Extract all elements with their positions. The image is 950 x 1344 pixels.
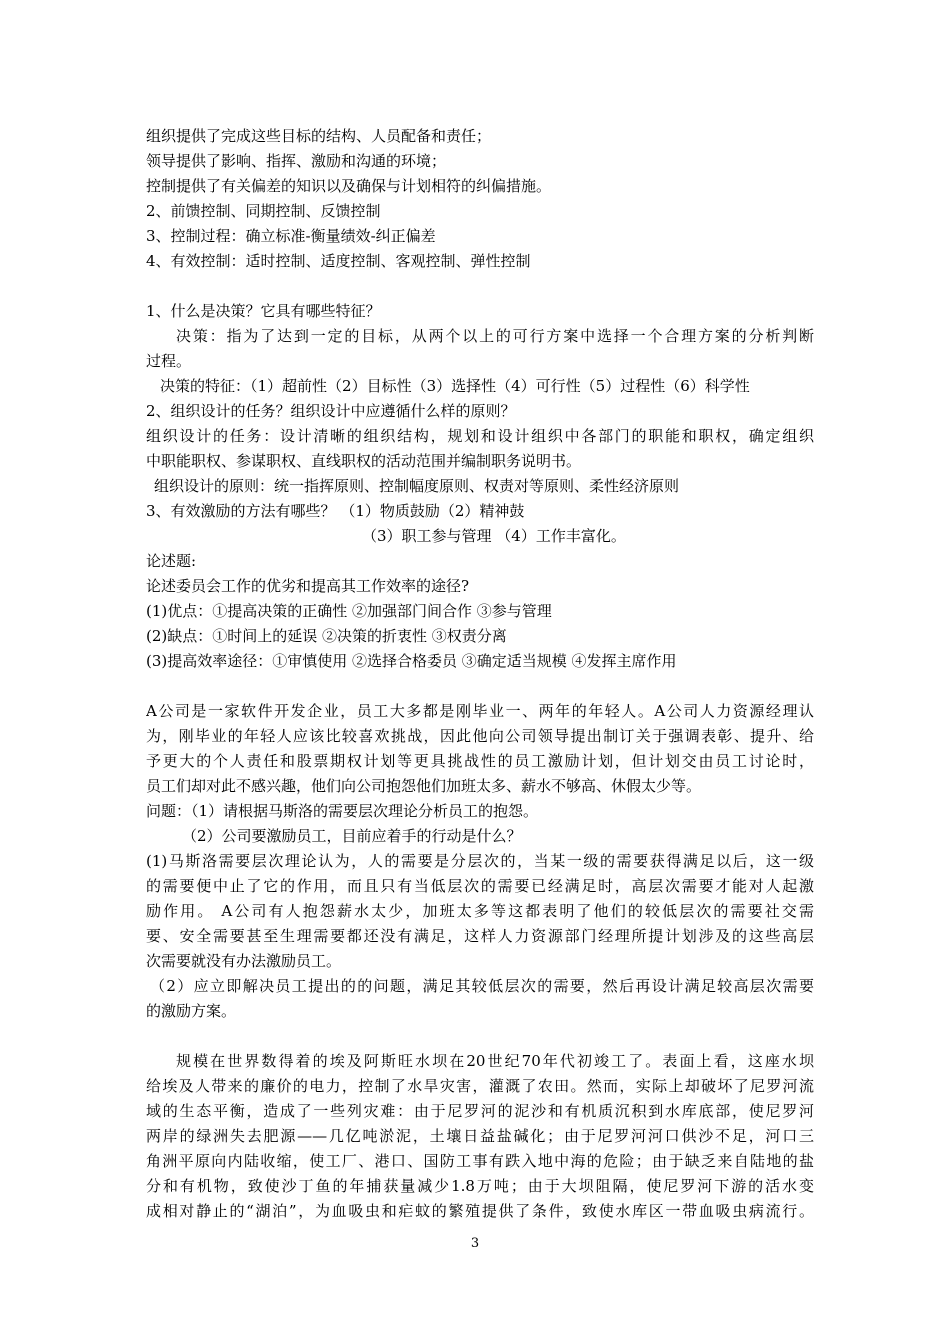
section-heading: 论述题: <box>146 552 197 570</box>
text-line: 4、有效控制：适时控制、适度控制、客观控制、弹性控制 <box>146 252 531 270</box>
text-line: 励作用。 A公司有人抱怨薪水太少，加班太多等这都表明了他们的较低层次的需要社交需 <box>146 902 814 920</box>
text-line: 成相对静止的“湖泊”，为血吸虫和疟蚊的繁殖提供了条件，致使水库区一带血吸虫病流行。 <box>146 1202 814 1220</box>
page-body <box>146 124 814 1224</box>
text-line: 规模在世界数得着的埃及阿斯旺水坝在20世纪70年代初竣工了。表面上看，这座水坝 <box>176 1052 814 1070</box>
text-line: （3）职工参与管理 （4）工作丰富化。 <box>362 527 626 545</box>
text-line: 的需要便中止了它的作用，而且只有当低层次的需要已经满足时，高层次需要才能对人起激 <box>146 877 814 895</box>
text-line: (2)缺点：①时间上的延误 ②决策的折衷性 ③权责分离 <box>146 627 507 645</box>
text-line: 领导提供了影响、指挥、激励和沟通的环境； <box>146 152 447 170</box>
text-line: 2、前馈控制、同期控制、反馈控制 <box>146 202 381 220</box>
blank-line <box>146 274 814 299</box>
text-line: 决策的特征：（1）超前性（2）目标性（3）选择性（4）可行性（5）过程性（6）科学性 <box>160 377 750 395</box>
text-line: 为，刚毕业的年轻人应该比较喜欢挑战，因此他向公司领导提出制订关于强调表彰、提升、给 <box>146 727 814 745</box>
text-line: 3、控制过程：确立标准-衡量绩效-纠正偏差 <box>146 227 436 245</box>
text-line: 控制提供了有关偏差的知识以及确保与计划相符的纠偏措施。 <box>146 177 552 195</box>
text-line: A公司是一家软件开发企业，员工大多都是刚毕业一、两年的年轻人。A公司人力资源经理认 <box>146 702 814 720</box>
text-line: (1)优点：①提高决策的正确性 ②加强部门间合作 ③参与管理 <box>146 602 552 620</box>
text-line: 分和有机物，致使沙丁鱼的年捕获量减少1.8万吨；由于大坝阻隔，使尼罗河下游的活水变 <box>146 1177 814 1195</box>
text-line: 决策：指为了达到一定的目标，从两个以上的可行方案中选择一个合理方案的分析判断 <box>176 327 814 345</box>
question-heading: 1、什么是决策？它具有哪些特征？ <box>146 302 381 320</box>
text-line: (1)马斯洛需要层次理论认为，人的需要是分层次的，当某一级的需要获得满足以后，这一级 <box>146 852 814 870</box>
text-line: (3)提高效率途径：①审慎使用 ②选择合格委员 ③确定适当规模 ④发挥主席作用 <box>146 652 677 670</box>
text-line: 予更大的个人责任和股票期权计划等更具挑战性的员工激励计划，但计划交由员工讨论时， <box>146 752 814 770</box>
page-number: 3 <box>470 1236 480 1251</box>
text-line: 组织提供了完成这些目标的结构、人员配备和责任； <box>146 127 492 145</box>
text-line: 组织设计的原则：统一指挥原则、控制幅度原则、权责对等原则、柔性经济原则 <box>154 477 680 495</box>
question-heading: 论述委员会工作的优劣和提高其工作效率的途径? <box>146 577 470 595</box>
text-line: 过程。 <box>146 352 192 370</box>
text-line: 组织设计的任务：设计清晰的组织结构，规划和设计组织中各部门的职能和职权，确定组织 <box>146 427 814 445</box>
question-heading: 问题：（1）请根据马斯洛的需要层次理论分析员工的抱怨。 <box>146 802 539 820</box>
text-line: 员工们却对此不感兴趣，他们向公司抱怨他们加班太多、薪水不够高、休假太少等。 <box>146 777 702 795</box>
text-line: 要、安全需要甚至生理需要都还没有满足，这样人力资源部门经理所提计划涉及的这些高层 <box>146 927 814 945</box>
blank-line <box>146 1024 814 1049</box>
text-line: 次需要就没有办法激励员工。 <box>146 952 342 970</box>
question-heading: （2）公司要激励员工，目前应着手的行动是什么？ <box>182 827 522 845</box>
blank-line <box>146 674 814 699</box>
text-line: 给埃及人带来的廉价的电力，控制了水旱灾害，灌溉了农田。然而，实际上却破坏了尼罗河流 <box>146 1077 814 1095</box>
text-line: 中职能职权、参谋职权、直线职权的活动范围并编制职务说明书。 <box>146 452 582 470</box>
text-line: 域的生态平衡，造成了一些列灾难：由于尼罗河的泥沙和有机质沉积到水库底部，使尼罗河 <box>146 1102 814 1120</box>
question-heading: 3、有效激励的方法有哪些？ （1）物质鼓励（2）精神鼓 <box>146 502 525 520</box>
text-line: 的激励方案。 <box>146 1002 237 1020</box>
text-line: 两岸的绿洲失去肥源——几亿吨淤泥，土壤日益盐碱化；由于尼罗河河口供沙不足，河口三 <box>146 1127 814 1145</box>
question-heading: 2、组织设计的任务？组织设计中应遵循什么样的原则？ <box>146 402 516 420</box>
text-line: （2）应立即解决员工提出的的问题，满足其较低层次的需要，然后再设计满足较高层次需要 <box>150 977 814 995</box>
text-line: 角洲平原向内陆收缩，使工厂、港口、国防工事有跌入地中海的危险；由于缺乏来自陆地的盐 <box>146 1152 814 1170</box>
